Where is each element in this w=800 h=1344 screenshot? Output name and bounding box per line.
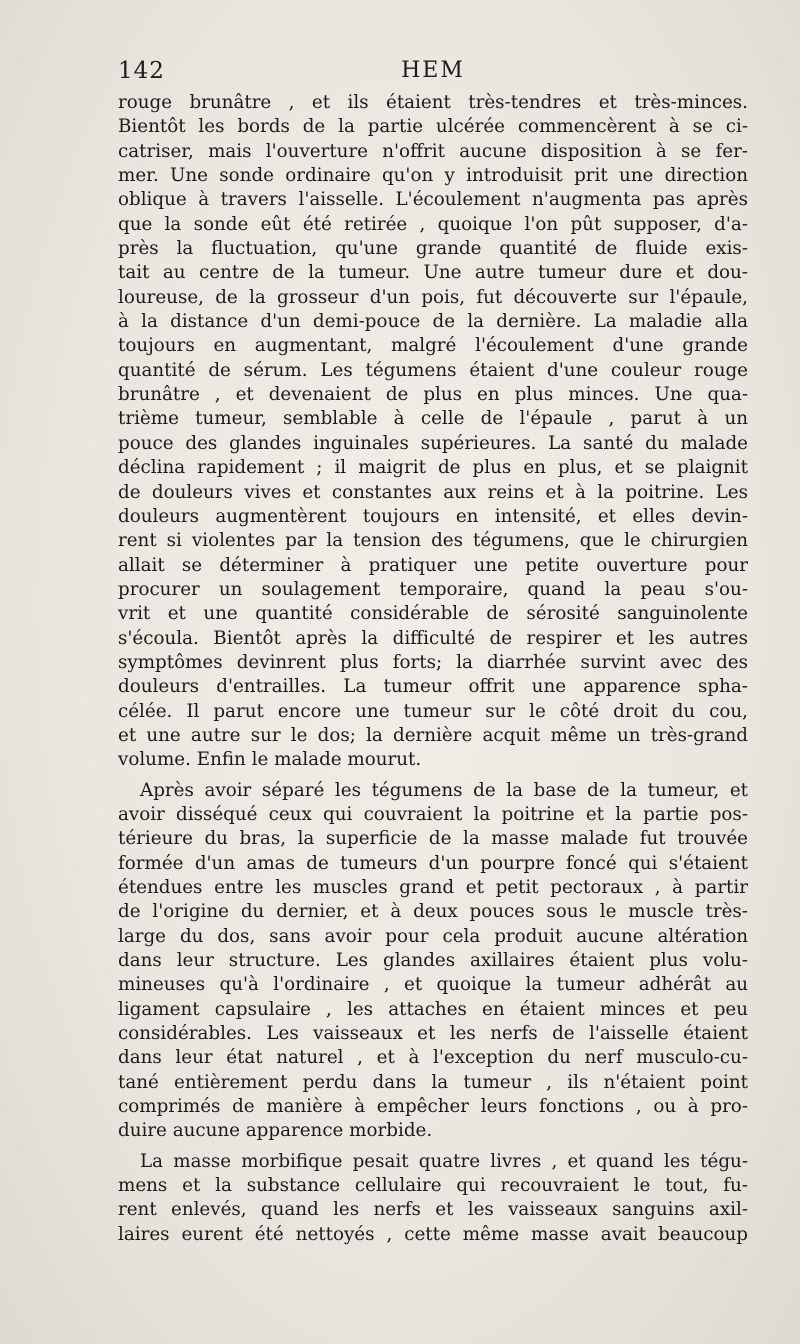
- page-header: [118, 58, 748, 92]
- page-number: 142: [118, 58, 165, 84]
- paragraph: [118, 91, 748, 773]
- text-line: douleurs d'entrailles. La tumeur offrit une apparence spha-: [118, 676, 748, 698]
- text-line: trième tumeur, semblable à celle de l'épaule , parut à un: [118, 408, 748, 430]
- text-line: procurer un soulagement temporaire, quand la peau s'ou-: [118, 578, 748, 600]
- text-line: allait se déterminer à pratiquer une petite ouverture pour: [118, 554, 748, 576]
- text-line: rent enlevés, quand les nerfs et les vaisseaux sanguins axil-: [118, 1199, 748, 1221]
- text-line: symptômes devinrent plus forts; la diarrhée survint avec des: [118, 651, 748, 673]
- text-line: La masse morbifique pesait quatre livres , et quand les tégu-: [140, 1150, 748, 1172]
- text-line: Bientôt les bords de la partie ulcérée commencèrent à se ci-: [118, 116, 748, 138]
- paragraph: [118, 1150, 748, 1247]
- text-line: et une autre sur le dos; la dernière acquit même un très-grand: [118, 724, 748, 746]
- text-line: catriser, mais l'ouverture n'offrit aucune disposition à se fer-: [118, 140, 748, 162]
- text-line: comprimés de manière à empêcher leurs fonctions , ou à pro-: [118, 1096, 748, 1118]
- text-line: tané entièrement perdu dans la tumeur , ils n'étaient point: [118, 1071, 748, 1093]
- text-line: mineuses qu'à l'ordinaire , et quoique la tumeur adhérât au: [118, 974, 748, 996]
- paragraph: [118, 779, 748, 1144]
- text-line: célée. Il parut encore une tumeur sur le côté droit du cou,: [118, 700, 748, 722]
- text-line: douleurs augmentèrent toujours en intensité, et elles devin-: [118, 505, 748, 527]
- text-line: dans leur état naturel , et à l'exception du nerf musculo-cu-: [118, 1047, 748, 1069]
- text-line: s'écoula. Bientôt après la difficulté de respirer et les autres: [118, 627, 748, 649]
- text-line: mer. Une sonde ordinaire qu'on y introduisit prit une direction: [118, 165, 748, 187]
- text-body: [118, 91, 748, 1247]
- text-line: rouge brunâtre , et ils étaient très-tendres et très-minces.: [118, 92, 748, 113]
- running-head: HEM: [401, 58, 465, 83]
- text-line: brunâtre , et devenaient de plus en plus minces. Une qua-: [118, 384, 748, 406]
- text-line: formée d'un amas de tumeurs d'un pourpre foncé qui s'étaient: [118, 852, 748, 874]
- text-line: ligament capsulaire , les attaches en étaient minces et peu: [118, 998, 748, 1020]
- text-line: volume. Enfin le malade mourut.: [118, 749, 422, 771]
- text-line: laires eurent été nettoyés , cette même masse avait beaucoup: [118, 1223, 748, 1245]
- text-line: oblique à travers l'aisselle. L'écoulement n'augmenta pas après: [118, 189, 748, 211]
- text-line: étendues entre les muscles grand et petit pectoraux , à partir: [118, 877, 748, 898]
- text-line: près la fluctuation, qu'une grande quantité de fluide exis-: [118, 238, 748, 260]
- text-line: déclina rapidement ; il maigrit de plus en plus, et se plaignit: [118, 457, 748, 479]
- text-line: de l'origine du dernier, et à deux pouces sous le muscle très-: [118, 901, 748, 923]
- text-line: toujours en augmentant, malgré l'écoulement d'une grande: [118, 335, 748, 357]
- text-line: tait au centre de la tumeur. Une autre tumeur dure et dou-: [118, 262, 748, 284]
- text-line: vrit et une quantité considérable de sérosité sanguinolente: [118, 603, 748, 625]
- text-line: considérables. Les vaisseaux et les nerfs de l'aisselle étaient: [118, 1023, 748, 1045]
- text-line: que la sonde eût été retirée , quoique l'on pût supposer, d'a-: [118, 213, 748, 235]
- text-line: quantité de sérum. Les tégumens étaient d'une couleur rouge: [118, 359, 748, 381]
- text-line: duire aucune apparence morbide.: [118, 1120, 433, 1142]
- text-line: de douleurs vives et constantes aux reins et à la poitrine. Les: [118, 481, 748, 503]
- text-line: loureuse, de la grosseur d'un pois, fut découverte sur l'épaule,: [118, 286, 748, 308]
- text-line: à la distance d'un demi-pouce de la dernière. La maladie alla: [118, 311, 748, 333]
- text-line: térieure du bras, la superficie de la masse malade fut trouvée: [118, 828, 748, 850]
- text-line: Après avoir séparé les tégumens de la base de la tumeur, et: [140, 779, 748, 801]
- text-line: rent si violentes par la tension des tégumens, que le chirurgien: [118, 530, 748, 552]
- text-line: pouce des glandes inguinales supérieures. La santé du malade: [118, 432, 748, 454]
- text-line: mens et la substance cellulaire qui recouvraient le tout, fu-: [118, 1175, 748, 1197]
- text-line: large du dos, sans avoir pour cela produit aucune altération: [118, 925, 748, 947]
- text-line: dans leur structure. Les glandes axillaires étaient plus volu-: [118, 950, 748, 972]
- text-line: avoir disséqué ceux qui couvraient la poitrine et la partie pos-: [118, 803, 748, 825]
